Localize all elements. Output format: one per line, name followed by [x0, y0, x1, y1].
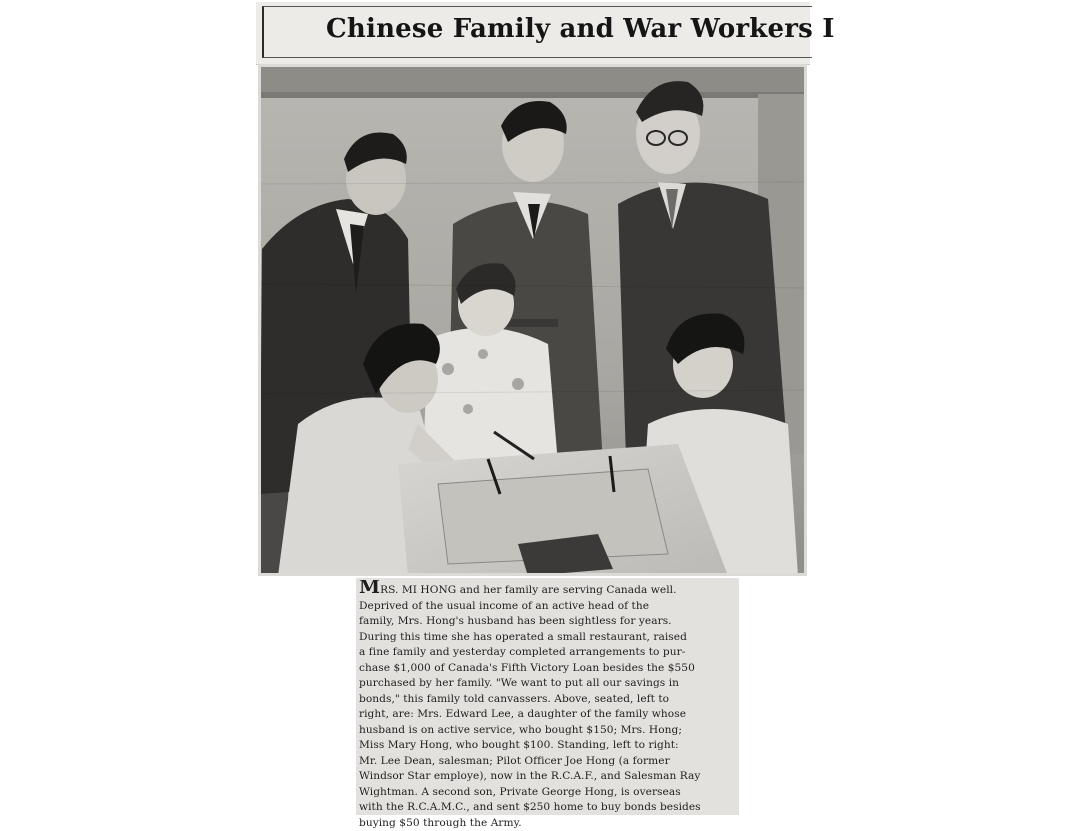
caption-line: Miss Mary Hong, who bought $100. Standing, left to right:: [359, 738, 735, 754]
caption-line: MRS. MI HONG and her family are serving Canada well.: [359, 580, 735, 599]
caption-line: right, are: Mrs. Edward Lee, a daughter of the family whose: [359, 707, 735, 723]
caption-line: purchased by her family. "We want to put all our savings in: [359, 676, 735, 692]
caption-line: Wightman. A second son, Private George Hong, is overseas: [359, 785, 735, 801]
caption-dropcap: M: [359, 580, 380, 598]
headline: Chinese Family and War Workers I: [326, 14, 835, 44]
caption-line: During this time she has operated a small restaurant, raised: [359, 630, 735, 646]
caption-text: [359, 580, 735, 831]
caption-line: chase $1,000 of Canada's Fifth Victory Loan besides the $550: [359, 661, 735, 677]
caption-line: Deprived of the usual income of an active head of the: [359, 599, 735, 615]
caption-line: bonds," this family told canvassers. Above, seated, left to: [359, 692, 735, 708]
caption-line: Mr. Lee Dean, salesman; Pilot Officer Joe Hong (a former: [359, 754, 735, 770]
caption-line: Windsor Star employe), now in the R.C.A.F., and Salesman Ray: [359, 769, 735, 785]
caption-line: husband is on active service, who bought $150; Mrs. Hong;: [359, 723, 735, 739]
caption-line: a fine family and yesterday completed arrangements to pur-: [359, 645, 735, 661]
caption-line: family, Mrs. Hong's husband has been sightless for years.: [359, 614, 735, 630]
caption-line: with the R.C.A.M.C., and sent $250 home to buy bonds besides: [359, 800, 735, 816]
photo-border: [258, 64, 807, 576]
caption-line: buying $50 through the Army.: [359, 816, 735, 831]
newspaper-photo: [258, 64, 807, 576]
